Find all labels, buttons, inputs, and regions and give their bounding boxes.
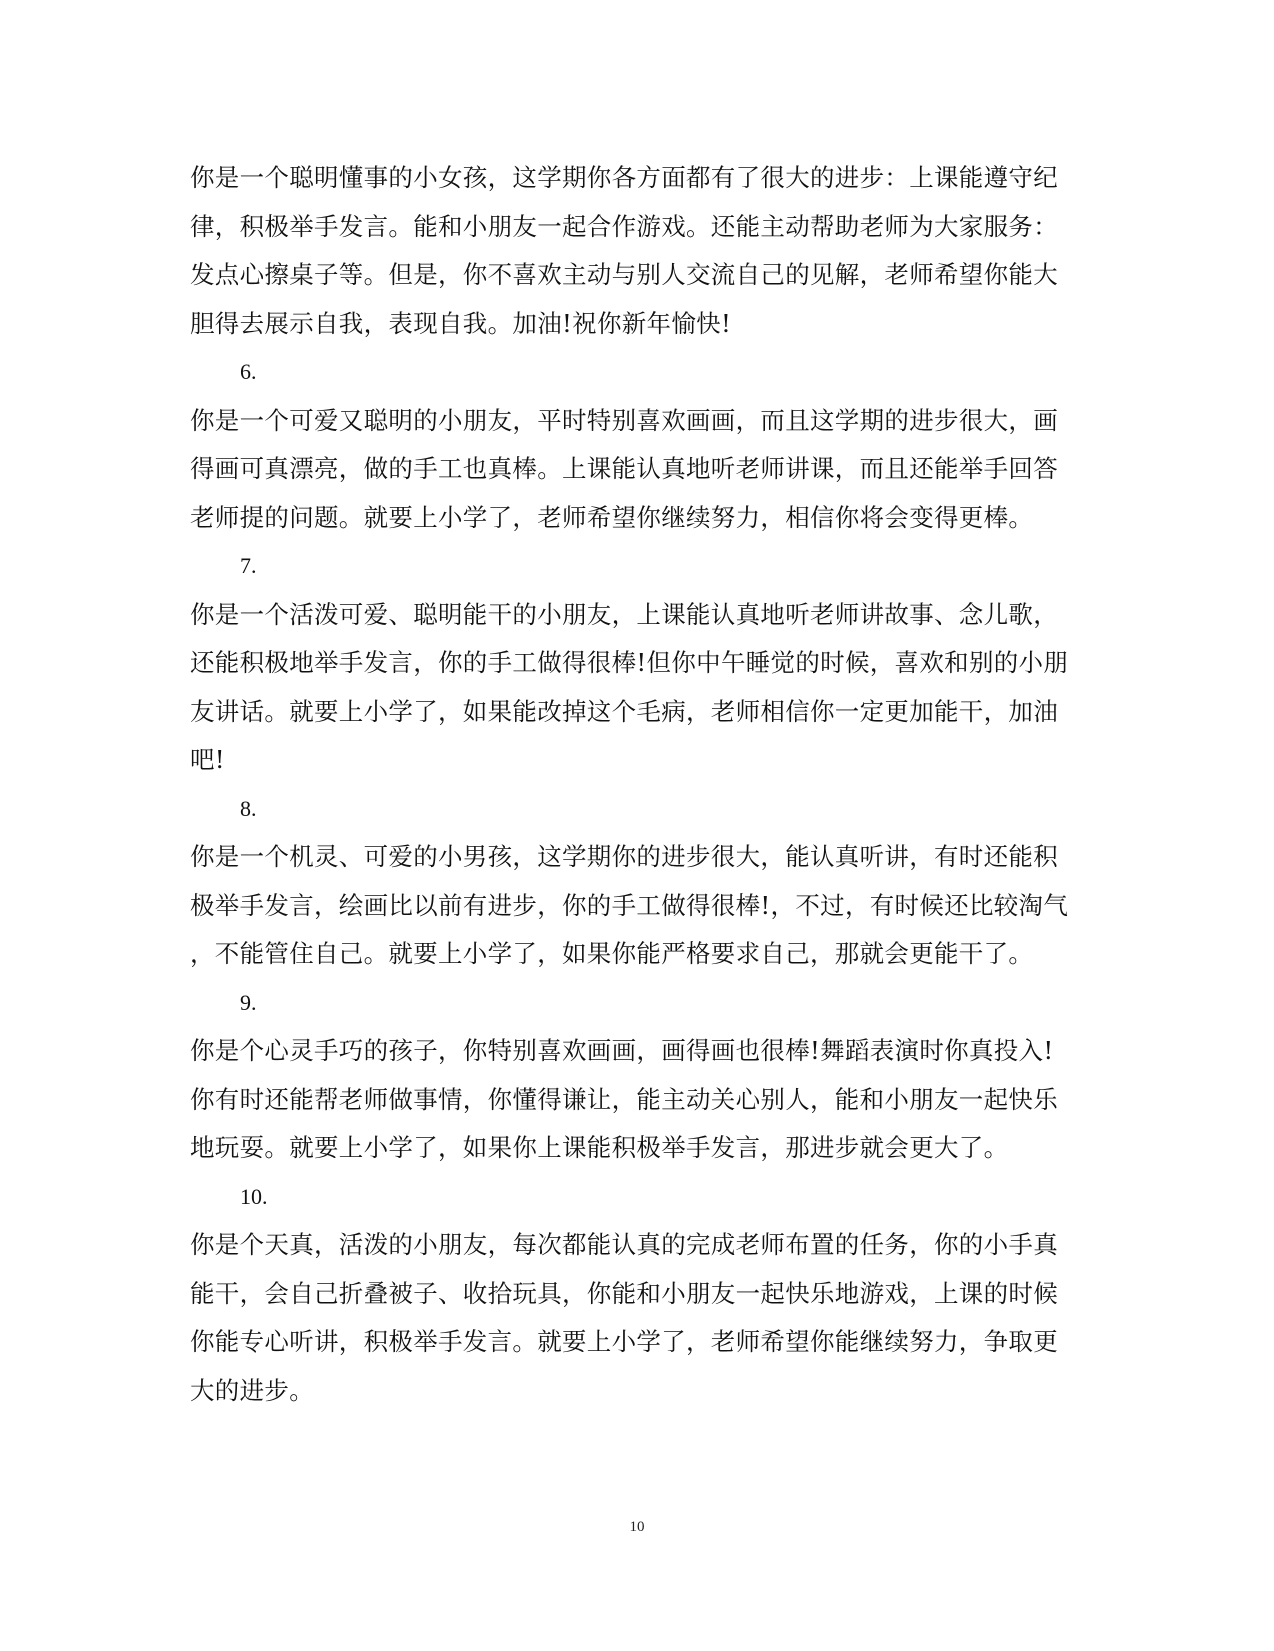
paragraph-line: 还能积极地举手发言，你的手工做得很棒!但你中午睡觉的时候，喜欢和别的小朋 <box>190 648 1069 677</box>
comment-paragraph <box>190 1221 1080 1415</box>
paragraph-line: 你是一个活泼可爱、聪明能干的小朋友，上课能认真地听老师讲故事、念儿歌， <box>190 599 1058 629</box>
paragraph-line: 得画可真漂亮，做的手工也真棒。上课能认真地听老师讲课，而且还能举手回答 <box>190 454 1058 483</box>
paragraph-line: ，不能管住自己。就要上小学了，如果你能严格要求自己，那就会更能干了。 <box>190 939 1034 968</box>
paragraph-line: 地玩耍。就要上小学了，如果你上课能积极举手发言，那进步就会更大了。 <box>190 1133 1009 1162</box>
item-number: 7. <box>240 553 257 578</box>
item-number: 8. <box>240 795 257 821</box>
document-body <box>190 154 1080 1415</box>
paragraph-line: 你是一个机灵、可爱的小男孩，这学期你的进步很大，能认真听讲，有时还能积 <box>190 842 1058 871</box>
paragraph-line: 你是一个聪明懂事的小女孩，这学期你各方面都有了很大的进步：上课能遵守纪 <box>190 163 1058 192</box>
paragraph-line: 吧! <box>190 745 225 774</box>
comment-paragraph <box>190 591 1080 785</box>
item-number: 9. <box>240 989 257 1015</box>
paragraph-line: 你是个心灵手巧的孩子，你特别喜欢画画，画得画也很棒!舞蹈表演时你真投入! <box>190 1036 1054 1065</box>
paragraph-line: 大的进步。 <box>190 1375 314 1405</box>
paragraph-line: 你能专心听讲，积极举手发言。就要上小学了，老师希望你能继续努力，争取更 <box>190 1327 1058 1356</box>
paragraph-line: 老师提的问题。就要上小学了，老师希望你继续努力，相信你将会变得更棒。 <box>190 502 1034 532</box>
comment-paragraph <box>190 154 1080 348</box>
item-number: 10. <box>240 1183 268 1209</box>
paragraph-line: 发点心擦桌子等。但是，你不喜欢主动与别人交流自己的见解，老师希望你能大 <box>190 260 1058 289</box>
page-number: 10 <box>629 1519 645 1535</box>
paragraph-line: 胆得去展示自我，表现自我。加油!祝你新年愉快! <box>190 308 732 338</box>
item-number: 6. <box>240 359 257 384</box>
paragraph-line: 你是一个可爱又聪明的小朋友，平时特别喜欢画画，而且这学期的进步很大，画 <box>190 405 1058 435</box>
comment-paragraph <box>190 833 1080 979</box>
paragraph-line: 你有时还能帮老师做事情，你懂得谦让，能主动关心别人，能和小朋友一起快乐 <box>190 1084 1058 1114</box>
paragraph-line: 你是个天真，活泼的小朋友，每次都能认真的完成老师布置的任务，你的小手真 <box>190 1230 1058 1259</box>
paragraph-line: 友讲话。就要上小学了，如果能改掉这个毛病，老师相信你一定更加能干，加油 <box>190 696 1058 726</box>
paragraph-line: 律，积极举手发言。能和小朋友一起合作游戏。还能主动帮助老师为大家服务： <box>190 211 1058 241</box>
paragraph-line: 极举手发言，绘画比以前有进步，你的手工做得很棒!，不过，有时候还比较淘气 <box>190 890 1069 920</box>
comment-paragraph <box>190 397 1080 543</box>
comment-paragraph <box>190 1027 1080 1173</box>
paragraph-line: 能干，会自己折叠被子、收拾玩具，你能和小朋友一起快乐地游戏，上课的时候 <box>190 1278 1058 1308</box>
